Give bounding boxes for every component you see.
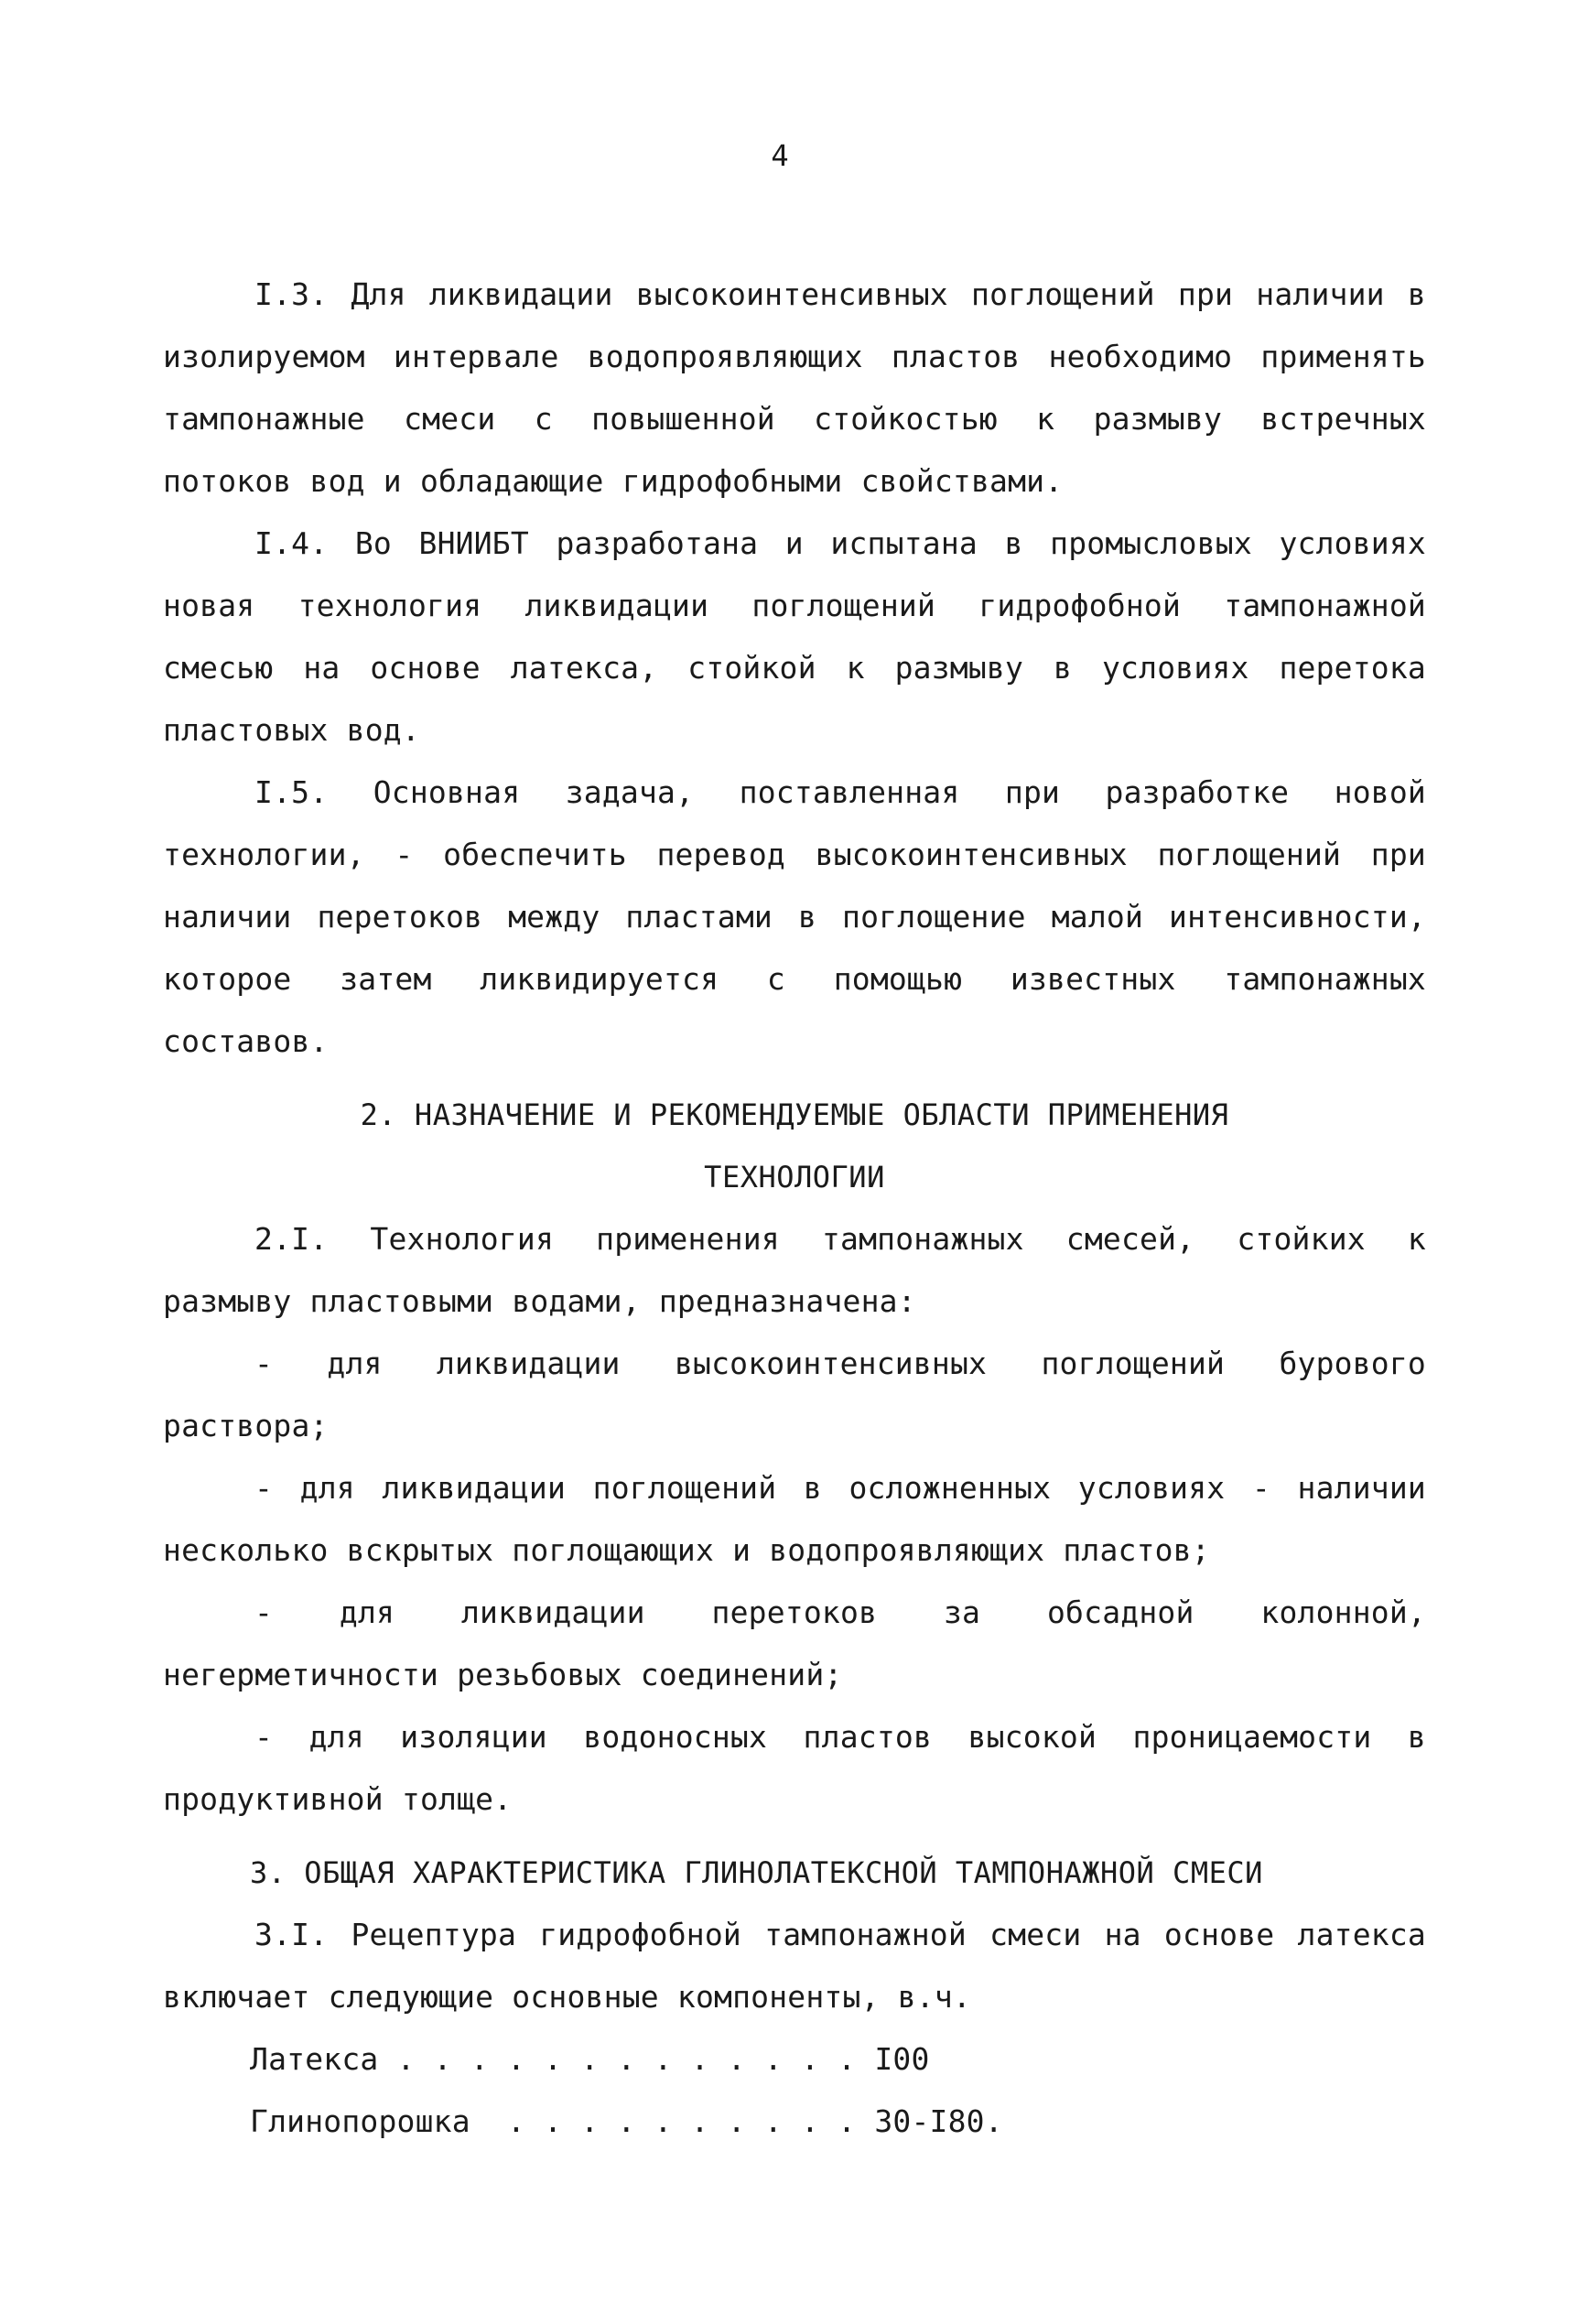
section-2-heading bbox=[163, 1084, 1426, 1208]
purpose-item-3: - для ликвидации перетоков за обсадной колонной, негерметичности резьбовых соединений; bbox=[163, 1594, 1426, 1692]
component-value: I00 bbox=[874, 2041, 930, 2077]
component-row-clay-powder bbox=[163, 2091, 1426, 2153]
component-value: 30-I80. bbox=[874, 2103, 1003, 2139]
paragraph-3-1: 3.I. Рецептура гидрофобной тампонажной смеси на основе латекса включает следующие основные компоненты, в.ч. bbox=[163, 1917, 1426, 2015]
leader-dots: . . . . . . . . . . bbox=[470, 2103, 875, 2139]
paragraph-1-5: I.5. Основная задача, поставленная при разработке новой технологии, - обеспечить перевод высокоинтенсивных поглощений при наличии перетоков между пластами в поглощение малой интенсивности, которое затем ликвидируется с помощью известных тампонажных составов. bbox=[163, 774, 1426, 1059]
paragraph-2-1: 2.I. Технология применения тампонажных смесей, стойких к размыву пластовыми водами, предназначена: bbox=[163, 1221, 1426, 1319]
purpose-item-2: - для ликвидации поглощений в осложненных условиях - наличии несколько вскрытых поглощающих и водопроявляющих пластов; bbox=[163, 1470, 1426, 1568]
purpose-item-4: - для изоляции водоносных пластов высокой проницаемости в продуктивной толще. bbox=[163, 1719, 1426, 1817]
section-2-heading-line-2: ТЕХНОЛОГИИ bbox=[704, 1160, 885, 1194]
component-name: Глинопорошка bbox=[250, 2103, 470, 2139]
section-2-heading-line-1: 2. НАЗНАЧЕНИЕ И РЕКОМЕНДУЕМЫЕ ОБЛАСТИ ПРИМЕНЕНИЯ bbox=[360, 1097, 1229, 1132]
purpose-item-1: - для ликвидации высокоинтенсивных поглощений бурового раствора; bbox=[163, 1346, 1426, 1443]
component-name: Латекса bbox=[250, 2041, 379, 2077]
leader-dots: . . . . . . . . . . . . . bbox=[378, 2041, 875, 2077]
component-row-latex bbox=[163, 2028, 1426, 2091]
document-body bbox=[163, 264, 1426, 2153]
paragraph-1-4: I.4. Во ВНИИБТ разработана и испытана в промысловых условиях новая технология ликвидации поглощений гидрофобной тампонажной смесью на основе латекса, стойкой к размыву в условиях перетока пластовых вод. bbox=[163, 525, 1426, 748]
component-list bbox=[163, 2028, 1426, 2153]
section-3-heading: 3. ОБЩАЯ ХАРАКТЕРИСТИКА ГЛИНОЛАТЕКСНОЙ ТАМПОНАЖНОЙ СМЕСИ bbox=[250, 1855, 1263, 1890]
page-number: 4 bbox=[771, 138, 789, 173]
paragraph-1-3: I.3. Для ликвидации высокоинтенсивных поглощений при наличии в изолируемом интервале водопроявляющих пластов необходимо применять тампонажные смеси с повышенной стойкостью к размыву встречных потоков вод и обладающие гидрофобными свойствами. bbox=[163, 276, 1426, 499]
